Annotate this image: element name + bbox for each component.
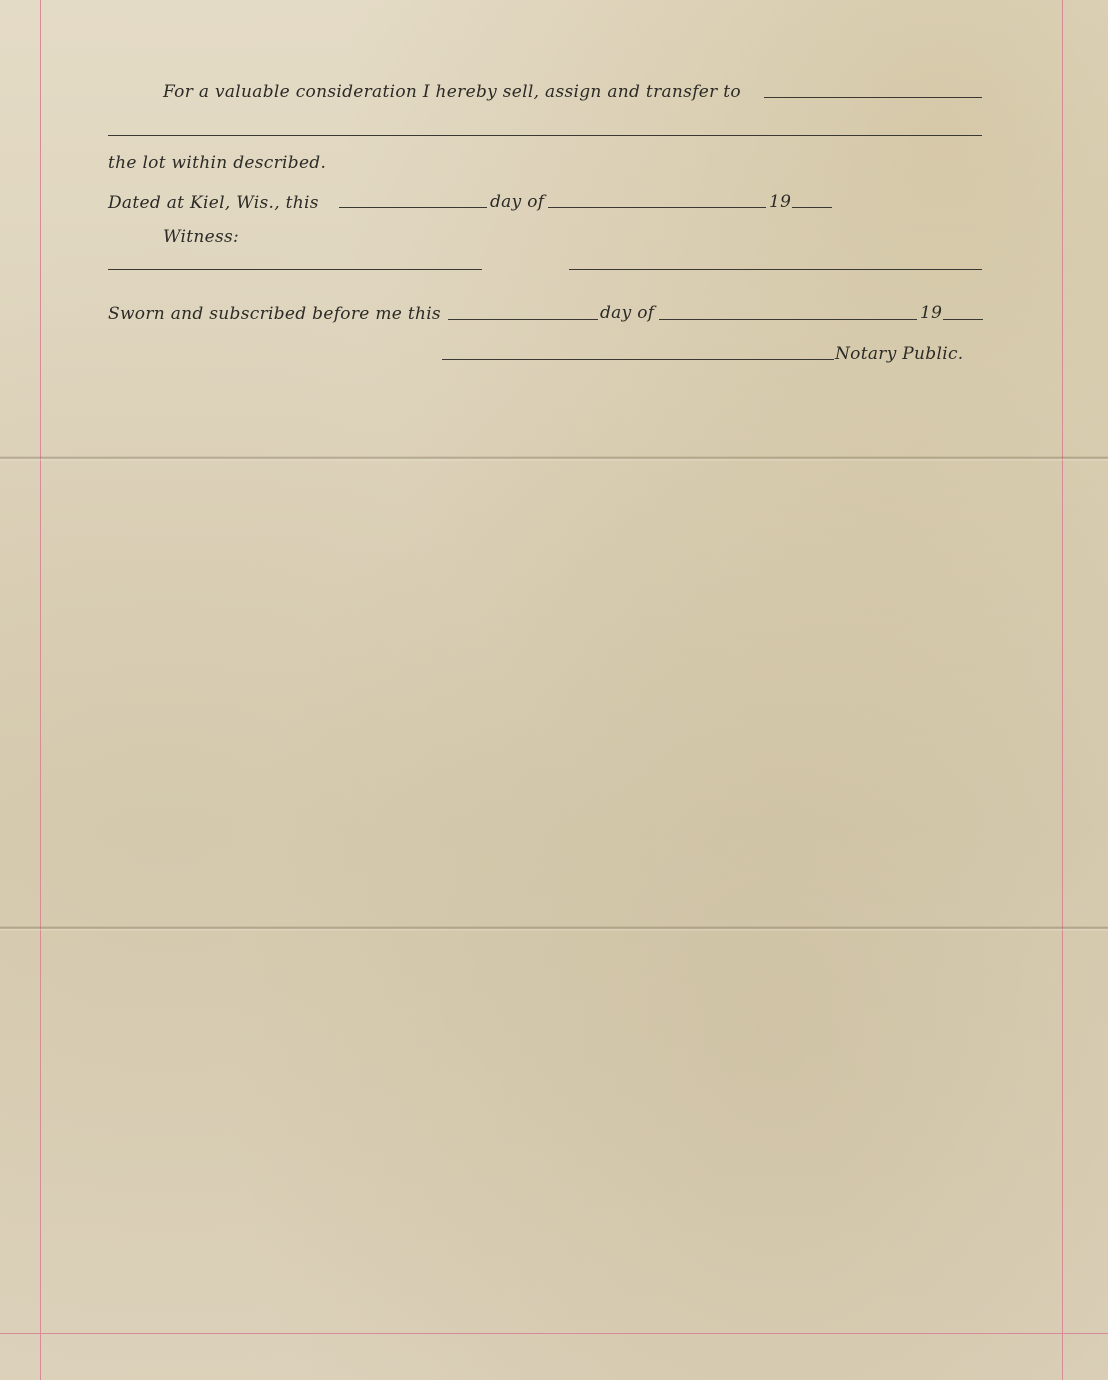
notary-signature-line[interactable] (442, 359, 834, 360)
bottom-margin-line (0, 1333, 1108, 1334)
dated-month-blank[interactable] (548, 207, 766, 208)
lot-text: the lot within described. (108, 153, 327, 173)
witness-signature-line-1[interactable] (108, 269, 482, 270)
dated-year-blank[interactable] (792, 207, 832, 208)
year-prefix-2: 19 (920, 303, 943, 323)
notary-public-label: Notary Public. (835, 344, 964, 364)
witness-signature-line-2[interactable] (569, 269, 982, 270)
left-margin-line (40, 0, 41, 1380)
witness-label: Witness: (163, 227, 240, 247)
sworn-year-blank[interactable] (943, 319, 983, 320)
day-of-label-2: day of (600, 303, 655, 323)
paper-fold-upper (0, 456, 1108, 461)
dated-day-blank[interactable] (339, 207, 487, 208)
paper-fold-lower (0, 926, 1108, 931)
right-margin-line (1062, 0, 1063, 1380)
sworn-month-blank[interactable] (659, 319, 917, 320)
year-prefix-1: 19 (769, 192, 792, 212)
sworn-text: Sworn and subscribed before me this (108, 304, 441, 324)
sworn-day-blank[interactable] (448, 319, 598, 320)
transferee-blank-line[interactable] (764, 97, 982, 98)
consideration-text: For a valuable consideration I hereby sell, assign and transfer to (163, 82, 741, 102)
day-of-label-1: day of (490, 192, 545, 212)
transferee-continuation-line[interactable] (108, 135, 982, 136)
dated-text: Dated at Kiel, Wis., this (108, 193, 319, 213)
